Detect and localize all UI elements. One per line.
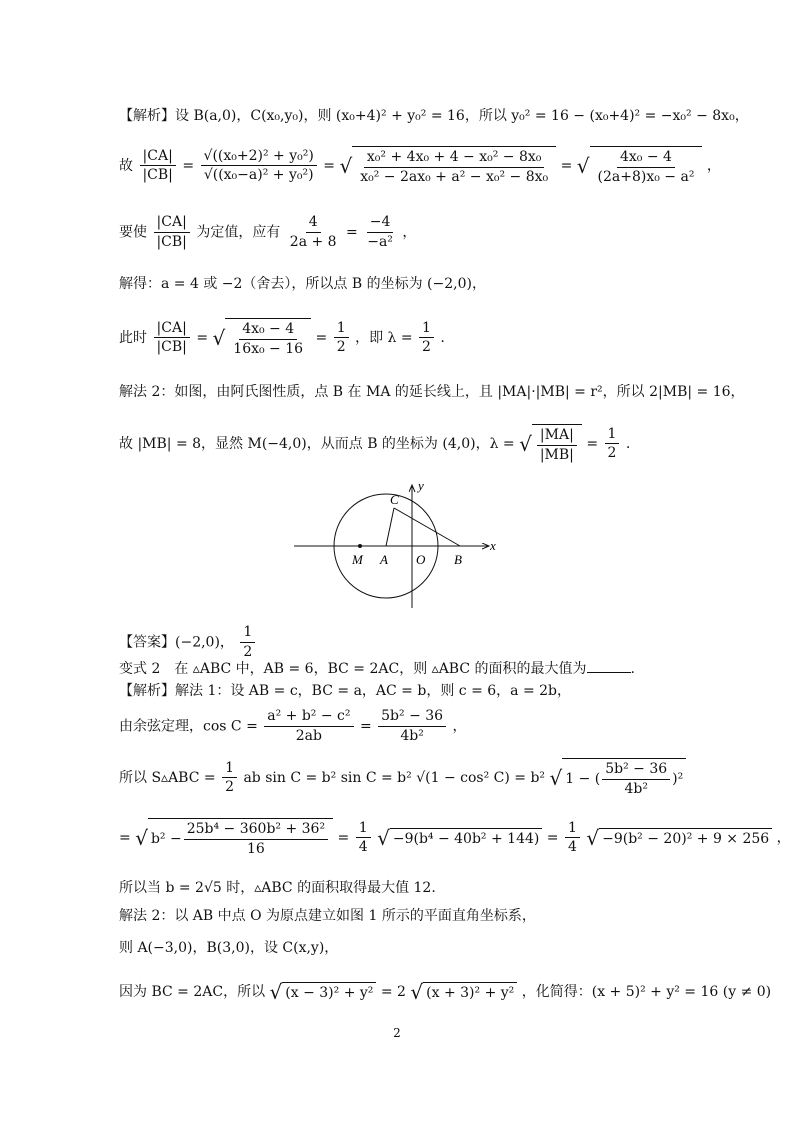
area-formula-line: 所以 S▵ABC = $\frac{1}{2}$ ab sin C = b² sin C = b² √(1 − cos² C) = b² √ 1 − ( $\frac{\text{5b² − 36}}{\text{4b²}}$ )² [119, 758, 686, 798]
apollonius-circle-figure [290, 478, 510, 610]
label-y: y [418, 478, 424, 493]
sqrt-simplified-ratio: √ $\frac{\text{4x₀ − 4}}{\text{(2a+8)x₀ − a²}}$ [577, 146, 703, 186]
method-2-coordinate-line: 解法 2：以 AB 中点 O 为原点建立如图 1 所示的平面直角坐标系， [119, 908, 536, 924]
method-2-result-line: 故 |MB| = 8，显然 M(−4,0)，从而点 B 的坐标为 (4,0)，λ = √ $\frac{|MA|}{|MB|}$ = $\frac{1}{2}$ . [119, 425, 631, 463]
page-number: 2 [393, 1026, 401, 1040]
analysis-line-1: 【解析】设 B(a,0)，C(x₀,y₀)，则 (x₀+4)² + y₀² = 16，所以 y₀² = 16 − (x₀+4)² = −x₀² − 8x₀， [119, 108, 749, 124]
label-o: O [416, 552, 426, 567]
point-m [358, 544, 362, 548]
constant-ratio-line: 要使 $\frac{|CA|}{|CB|}$ 为定值，应有 $\frac{4}{2a + 8}$ = $\frac{-4}{\text{−a²}}$ ， [119, 214, 417, 250]
label-m: M [352, 552, 363, 567]
distance-equation-line: 因为 BC = 2AC，所以 √ (x − 3)² + y² = 2 √ (x + 3)² + y² ，化简得：(x + 5)² + y² = 16 (y ≠ 0) [119, 980, 772, 1004]
solution-line: 解得：a = 4 或 −2（舍去），所以点 B 的坐标为 (−2,0)， [119, 276, 486, 292]
label-x: x [490, 538, 496, 553]
method-2-line: 解法 2：如图，由阿氏图性质，点 B 在 MA 的延长线上，且 |MA|·|MB| = r²，所以 2|MB| = 16， [119, 384, 745, 400]
fraction-sqrt-ratio: $\frac{\text{√((x₀+2)² + y₀²)}}{\text{√((x₀−a)² + y₀²)}}$ [201, 148, 317, 185]
points-line: 则 A(−3,0)，B(3,0)，设 C(x,y)， [119, 940, 339, 956]
lambda-value-line: 此时 $\frac{|CA|}{|CB|}$ = √ $\frac{\text{4x₀ − 4}}{\text{16x₀ − 16}}$ = $\frac{1}{2}$ ，即 λ = $\frac{1}{2}$ . [119, 319, 445, 357]
label-c: C [390, 492, 399, 507]
ratio-expression-line: 故 $\frac{|CA|}{|CB|}$ = $\frac{\text{√((x₀+2)² + y₀²)}}{\text{√((x₀−a)² + y₀²)}}$ = √ $\frac{\text{x₀² + 4x₀ + 4 − x₀² − 8x₀}}{\text{x₀² − 2ax₀ + a² − x₀² − 8x₀}}$ = √ $\frac{\text{4x₀ − 4}}{\text{(2a+8)x₀ − a²}}$ ， [119, 147, 721, 185]
variant-2-question: 变式 2 在 ▵ABC 中，AB = 6，BC = 2AC，则 ▵ABC 的面积的最大值为 . [119, 661, 635, 677]
variant-2-method-1: 【解析】解法 1：设 AB = c，BC = a，AC = b，则 c = 6，a = 2b， [119, 683, 572, 699]
label-b: B [454, 552, 462, 567]
label-a: A [380, 552, 388, 567]
answer-blank [587, 660, 631, 673]
fraction-ca-cb: $\frac{|CA|}{|CB|}$ [139, 148, 175, 185]
answer-line: 【答案】(−2,0)， $\frac{1}{2}$ [119, 624, 257, 661]
max-area-line: 所以当 b = 2√5 时，▵ABC 的面积取得最大值 12. [119, 880, 436, 896]
sqrt-expanded-ratio: √ $\frac{\text{x₀² + 4x₀ + 4 − x₀² − 8x₀}}{\text{x₀² − 2ax₀ + a² − x₀² − 8x₀}}$ [339, 146, 556, 186]
segment-ac [386, 508, 394, 546]
cosine-law-line: 由余弦定理，cos C = $\frac{\text{a² + b² − c²}}{2ab}$ = $\frac{\text{5b² − 36}}{\text{4b²}}$ ， [119, 708, 467, 744]
area-expansion-line: = √ b² − $\frac{\text{25b⁴ − 360b² + 36²}}{16}$ = $\frac{1}{4}$ √ −9(b⁴ − 40b² + 144) = $\frac{1}{4}$ √ −9(b² − 20)² + 9 × 256 ， [119, 819, 791, 857]
